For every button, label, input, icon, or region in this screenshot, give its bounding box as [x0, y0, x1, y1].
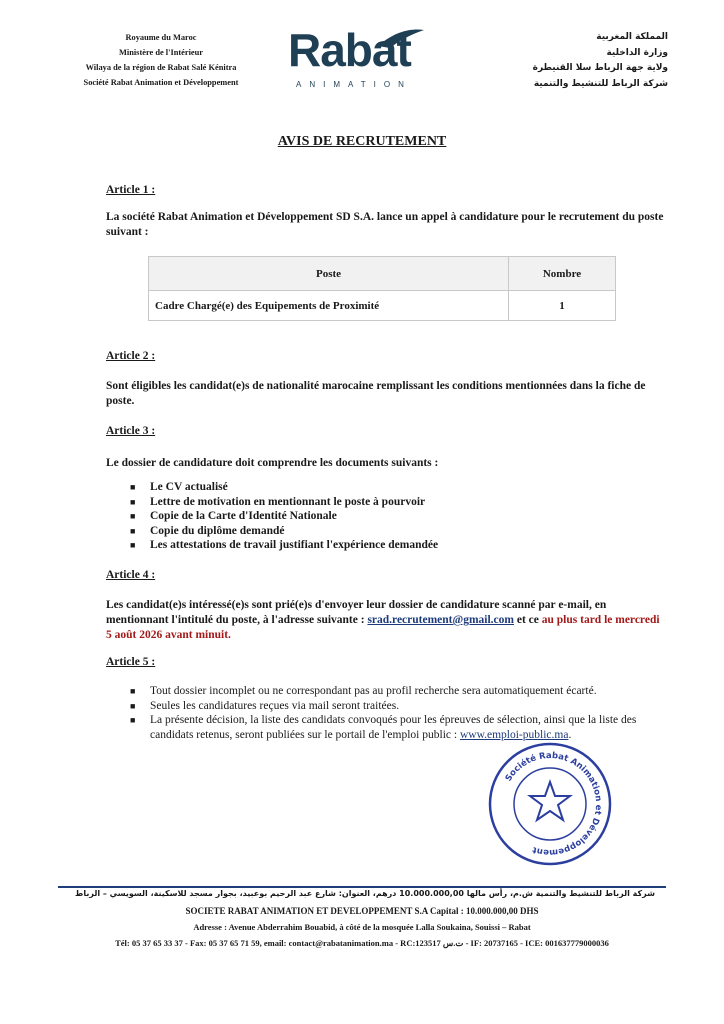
svg-text:Société Rabat Animation et Dév	[504, 751, 603, 857]
logo-word: Rabat	[288, 24, 411, 76]
company-stamp	[486, 740, 614, 868]
list-item	[130, 699, 670, 714]
header-left-line: Société Rabat Animation et Développement	[83, 78, 239, 87]
article-3-text: Le dossier de candidature doit comprendre les documents suivants :	[106, 457, 439, 469]
table-cell-poste: Cadre Chargé(e) des Equipements de Proximité	[149, 291, 509, 321]
table-row	[149, 291, 616, 321]
header-left-line: Royaume du Maroc	[125, 33, 197, 42]
documents-list	[130, 480, 438, 553]
bullet-icon: ■	[130, 686, 136, 696]
deadline-text: au plus tard le mercredi 5 août 2026 avant minuit.	[106, 614, 660, 641]
bullet-icon: ■	[130, 525, 136, 536]
article-4-text-main: Les candidat(e)s intéressé(e)s sont prié(e)s d'envoyer leur dossier de candidature scanné par e-mail, en mentionnant l'intitulé du poste, à l'adresse suivante :	[106, 599, 607, 626]
list-item	[130, 480, 438, 495]
positions-table	[148, 256, 616, 321]
bullet-icon: ■	[130, 511, 136, 522]
list-item-text: Copie de la Carte d'Identité Nationale	[150, 510, 337, 523]
table-cell-nombre: 1	[509, 291, 616, 321]
article-5-heading: Article 5 :	[106, 656, 156, 668]
header-left-line: Ministère de l'Intérieur	[118, 48, 204, 57]
footer-arabic-line: شركة الرباط للتنشيط والتنمية ش.م، رأس مالها 10.000.000,00 درهم، العنوان: شارع عبد الرحيم بوعبيد، بجوار مسجد للاسكينة، السويسي – الرباط	[75, 889, 655, 898]
header-left-line: Wilaya de la région de Rabat Salé Kénitra	[85, 63, 237, 72]
star-icon	[530, 782, 570, 820]
table-header-poste: Poste	[149, 257, 509, 291]
list-item-text: Les attestations de travail justifiant l'expérience demandée	[150, 539, 439, 552]
list-item-text: Seules les candidatures reçues via mail seront traitées.	[150, 699, 400, 712]
list-item-text: La présente décision, la liste des candidats convoqués pour les épreuves de sélection, ainsi que la liste des candidats retenus, seront publiées sur le portail de l'emploi public :	[150, 714, 637, 741]
logo-subtitle: ANIMATION	[296, 80, 412, 89]
article-2-heading: Article 2 :	[106, 350, 156, 362]
list-item	[130, 538, 438, 553]
footer-company-line: SOCIETE RABAT ANIMATION ET DEVELOPPEMENT S.A Capital : 10.000.000,00 DHS	[185, 906, 539, 916]
bullet-icon: ■	[130, 540, 136, 551]
article-1-heading: Article 1 :	[106, 184, 156, 196]
conditions-list	[130, 684, 670, 742]
list-item-text: Le CV actualisé	[150, 481, 228, 493]
article-4-text	[106, 598, 666, 643]
bullet-icon: ■	[130, 700, 136, 711]
footer-divider	[58, 886, 666, 888]
list-item	[130, 495, 438, 510]
footer-contact-line: Tél: 05 37 65 33 37 - Fax: 05 37 65 71 59, email: contact@rabatanimation.ma - RC:123517 ت.س - IF: 20737165 - ICE: 001637779000036	[115, 938, 609, 948]
list-item	[130, 684, 670, 699]
bullet-icon: ■	[130, 482, 136, 492]
table-header-nombre: Nombre	[509, 257, 616, 291]
bullet-icon: ■	[130, 496, 136, 507]
article-1-text: La société Rabat Animation et Développement SD S.A. lance un appel à candidature pour le recrutement du poste suivant :	[106, 211, 664, 238]
page-title-text: AVIS DE RECRUTEMENT	[277, 134, 447, 149]
list-item-text: Tout dossier incomplet ou ne correspondant pas au profil recherche sera automatiquement écarté.	[150, 685, 597, 697]
recruitment-email-link[interactable]: srad.recrutement@gmail.com	[367, 614, 514, 626]
emploi-public-link[interactable]: www.emploi-public.ma	[459, 728, 569, 741]
bullet-icon: ■	[130, 715, 136, 726]
list-item-text: Lettre de motivation en mentionnant le poste à pourvoir	[150, 495, 426, 508]
article-4-text-mid: et ce	[513, 614, 542, 626]
header-right-line: شركة الرباط للتنشيط والتنمية	[533, 78, 668, 89]
list-item	[130, 524, 438, 539]
header-right-line: المملكة المغربية	[596, 32, 668, 42]
header-right-line: وزارة الداخلية	[606, 47, 668, 58]
table-header-row	[149, 257, 616, 291]
rabat-animation-logo	[288, 22, 438, 98]
stamp-text: Société Rabat Animation et Développement	[503, 750, 604, 858]
list-item-end: .	[568, 728, 572, 741]
header-right-line: ولاية جهة الرباط سلا القنيطرة	[532, 63, 668, 73]
header-right-block	[468, 30, 668, 92]
article-2-text: Sont éligibles les candidat(e)s de nationalité marocaine remplissant les conditions mentionnées dans la fiche de poste.	[106, 380, 646, 407]
article-3-heading: Article 3 :	[106, 425, 156, 437]
page-title	[0, 134, 724, 150]
header-left-block	[56, 30, 266, 90]
article-4-heading: Article 4 :	[106, 569, 156, 581]
list-item	[130, 509, 438, 524]
list-item-text: Copie du diplôme demandé	[150, 524, 285, 537]
footer-address-line: Adresse : Avenue Abderrahim Bouabid, à côté de la mosquée Lalla Soukaina, Souissi – Rabat	[193, 922, 531, 932]
list-item	[130, 713, 670, 742]
